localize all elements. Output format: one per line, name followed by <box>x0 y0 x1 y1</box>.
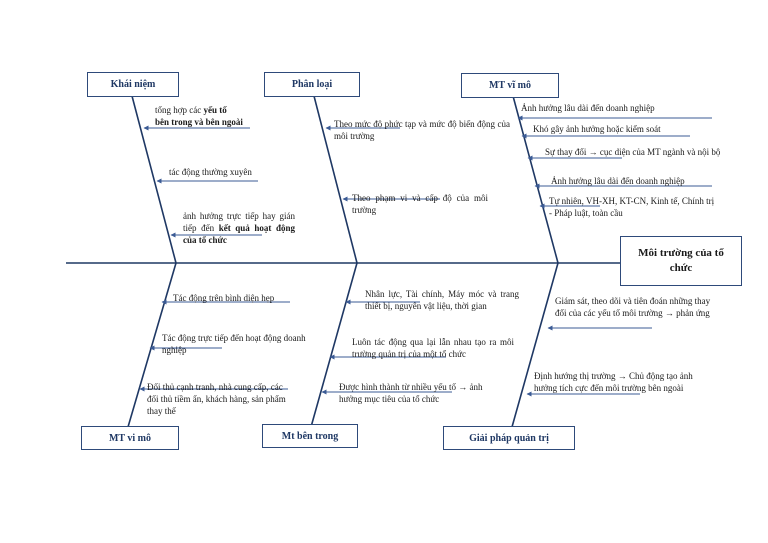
label-vm5: Tự nhiên, VH-XH, KT-CN, Kinh tế, Chính trị - Pháp luật, toàn cầu <box>549 196 715 218</box>
label-vm3: Sự thay đổi → cục diện của MT ngành và nội bộ <box>545 147 721 157</box>
label-bt1: Nhân lực, Tài chính, Máy móc và trang thiết bị, nguyên vật liệu, thời gian <box>365 289 519 311</box>
label-vi3: Đối thủ cạnh tranh, nhà cung cấp, các đối thủ tiềm ẩn, khách hàng, sản phẩm thay thế <box>147 382 286 416</box>
category-khai-niem-label: Khái niệm <box>110 79 156 90</box>
head-box <box>620 236 742 286</box>
label-gp2: Định hướng thị trường → Chủ động tạo ảnh hưởng tích cực đến môi trường bên ngoài <box>534 371 693 393</box>
label-vi2: Tác động trực tiếp đến hoạt động doanh nghiệp <box>162 333 306 355</box>
label-kn3 <box>183 210 295 246</box>
label-kn2: tác động thường xuyên <box>169 167 252 177</box>
label-gp1: Giám sát, theo dõi và tiên đoán những thay đổi của các yếu tố môi trường → phản ứng <box>555 296 711 318</box>
category-mt-vi-mo-top <box>461 73 559 98</box>
category-mt-vi-mo-top-label: MT vĩ mô <box>488 80 532 91</box>
category-khai-niem <box>87 72 179 97</box>
label-bt3: Được hình thành từ nhiều yếu tố → ảnh hưởng mục tiêu của tổ chức <box>339 382 483 404</box>
category-mt-vi-mo-bottom-label: MT vi mô <box>108 432 152 444</box>
head-label: Môi trường của tổ chức <box>638 247 724 274</box>
label-vm4: Ảnh hưởng lâu dài đến doanh nghiệp <box>551 176 685 186</box>
category-phan-loai <box>264 72 360 97</box>
category-giai-phap <box>443 426 575 450</box>
category-mt-vi-mo-bottom <box>81 426 179 450</box>
label-kn3-part-a: ảnh hưởng trực tiếp hay gián tiếp đến <box>183 211 295 233</box>
label-vm2: Khó gây ảnh hưởng hoặc kiểm soát <box>533 124 661 134</box>
label-kn1-part-c: bên trong và bên ngoài <box>155 117 243 127</box>
label-pl2: Theo phạm vi và cấp độ của môi trường <box>352 193 488 215</box>
label-vi1: Tác động trên bình diện hẹp <box>173 293 275 303</box>
label-kn1 <box>155 104 251 128</box>
label-kn1-part-b: yếu tố <box>203 105 227 115</box>
label-pl1: Theo mức độ phức tạp và mức độ biến động của môi trường <box>334 119 510 141</box>
label-kn1-part-a: tổng hợp các <box>155 105 202 115</box>
category-mt-ben-trong-label: Mt bên trong <box>281 430 339 442</box>
label-bt2: Luôn tác động qua lại lẫn nhau tạo ra môi trường quản trị của một tổ chức <box>352 337 514 359</box>
category-giai-phap-label: Giải pháp quản trị <box>469 432 549 444</box>
category-phan-loai-label: Phân loại <box>291 79 333 90</box>
category-mt-ben-trong <box>262 424 358 448</box>
label-kn3-part-b: kết quả hoạt động của tổ chức <box>183 223 295 245</box>
label-vm1: Ảnh hưởng lâu dài đến doanh nghiệp <box>521 103 655 113</box>
